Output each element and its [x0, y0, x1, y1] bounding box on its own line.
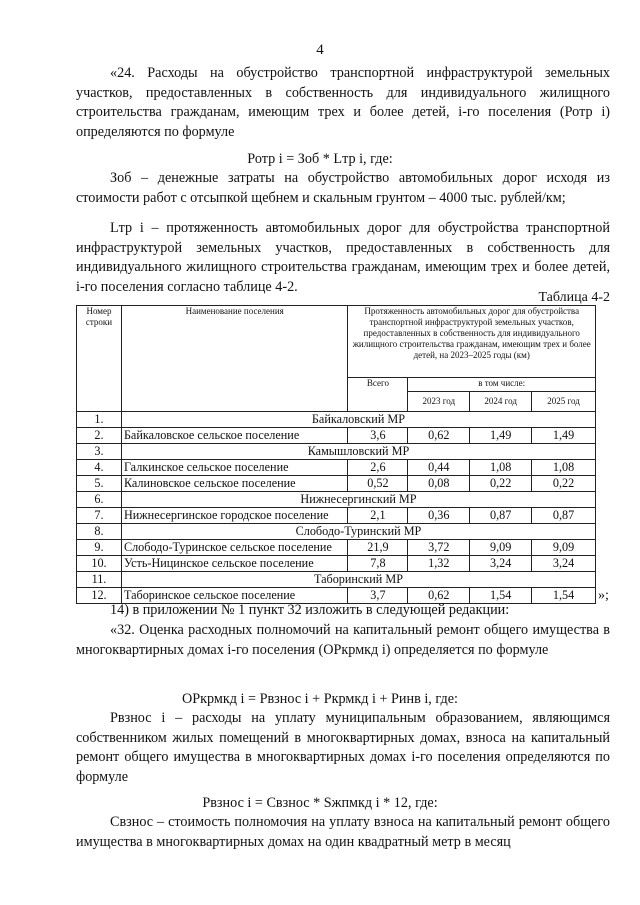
district-name: Таборинский МР — [121, 572, 595, 588]
table-row — [77, 508, 596, 524]
row-number: 7. — [77, 508, 122, 524]
value-2025: 1,08 — [532, 460, 596, 476]
roads-table — [76, 305, 596, 604]
value-total: 7,8 — [348, 556, 408, 572]
table-group-row — [77, 524, 596, 540]
district-name: Нижнесергинский МР — [121, 492, 595, 508]
header-year-2024: 2024 год — [470, 392, 532, 412]
settlement-name: Калиновское сельское поселение — [121, 476, 348, 492]
settlement-name: Байкаловское сельское поселение — [121, 428, 348, 444]
paragraph-32: «32. Оценка расходных полномочий на капитальный ремонт общего имущества в многоквартирных домах i-го поселения (ОРкрмкд i) определяется по формуле — [76, 622, 610, 658]
value-2025: 1,54 — [532, 588, 596, 604]
row-number: 3. — [77, 444, 122, 460]
row-number: 1. — [77, 412, 122, 428]
value-2025: 1,49 — [532, 428, 596, 444]
value-2025: 9,09 — [532, 540, 596, 556]
district-name: Слободо-Туринский МР — [121, 524, 595, 540]
table-row — [77, 460, 596, 476]
value-2023: 0,44 — [408, 460, 470, 476]
value-total: 21,9 — [348, 540, 408, 556]
value-2024: 1,08 — [470, 460, 532, 476]
value-total: 2,1 — [348, 508, 408, 524]
settlement-name: Таборинское сельское поселение — [121, 588, 348, 604]
header-year-2025: 2025 год — [532, 392, 596, 412]
table-body — [77, 412, 596, 604]
table-row — [77, 540, 596, 556]
formula-rotr: Ротр i = Зоб * Lтр i, где: — [247, 151, 393, 167]
value-total: 3,6 — [348, 428, 408, 444]
value-2025: 3,24 — [532, 556, 596, 572]
value-total: 3,7 — [348, 588, 408, 604]
header-total: Всего — [348, 378, 408, 412]
value-2025: 0,22 — [532, 476, 596, 492]
value-2023: 3,72 — [408, 540, 470, 556]
value-2023: 0,62 — [408, 428, 470, 444]
value-2024: 1,49 — [470, 428, 532, 444]
table-group-row — [77, 444, 596, 460]
header-including: в том числе: — [408, 378, 596, 392]
paragraph-ltr: Lтр i – протяженность автомобильных дорог для обустройства транспортной инфраструктурой земельных участков, предоставленных в собственность для индивидуального жилищного строительства гражданам, имеющим трех и более детей, i-го поселения согласно таблице 4-2. — [76, 220, 610, 295]
table-row — [77, 556, 596, 572]
row-number: 2. — [77, 428, 122, 444]
settlement-name: Нижнесергинское городское поселение — [121, 508, 348, 524]
value-2024: 1,54 — [470, 588, 532, 604]
paragraph-24: «24. Расходы на обустройство транспортной инфраструктурой земельных участков, предоставленных в собственность для индивидуального жилищного строительства гражданам, имеющим трех и более детей, i-го поселения (Ротр i) определяются по формуле — [76, 65, 610, 140]
value-2024: 3,24 — [470, 556, 532, 572]
row-number: 10. — [77, 556, 122, 572]
paragraph-svznos: Свзнос – стоимость полномочия на уплату взноса на капитальный ремонт общего имущества в многоквартирных домах на один квадратный метр в месяц — [76, 814, 610, 850]
value-2024: 9,09 — [470, 540, 532, 556]
row-number: 11. — [77, 572, 122, 588]
row-number: 6. — [77, 492, 122, 508]
value-2024: 0,87 — [470, 508, 532, 524]
district-name: Байкаловский МР — [121, 412, 595, 428]
table-closing-quote: »; — [598, 588, 609, 603]
district-name: Камышловский МР — [121, 444, 595, 460]
value-2025: 0,87 — [532, 508, 596, 524]
value-2024: 0,22 — [470, 476, 532, 492]
settlement-name: Слободо-Туринское сельское поселение — [121, 540, 348, 556]
table-row — [77, 428, 596, 444]
row-number: 4. — [77, 460, 122, 476]
value-total: 2,6 — [348, 460, 408, 476]
settlement-name: Усть-Ницинское сельское поселение — [121, 556, 348, 572]
header-year-2023: 2023 год — [408, 392, 470, 412]
page-number: 4 — [316, 42, 324, 58]
row-number: 9. — [77, 540, 122, 556]
row-number: 5. — [77, 476, 122, 492]
header-row-number: Номер строки — [77, 306, 122, 412]
header-road-length: Протяженность автомобильных дорог для обустройства транспортной инфраструктурой земельных участков, предоставленных в собственность для индивидуального жилищного строительства гражданам, имеющим трех и более детей, на 2023–2025 годы (км) — [348, 306, 596, 378]
value-2023: 1,32 — [408, 556, 470, 572]
table-group-row — [77, 572, 596, 588]
table-group-row — [77, 412, 596, 428]
paragraph-14: 14) в приложении № 1 пункт 32 изложить в следующей редакции: — [110, 602, 510, 618]
value-2023: 0,62 — [408, 588, 470, 604]
settlement-name: Галкинское сельское поселение — [121, 460, 348, 476]
value-2023: 0,36 — [408, 508, 470, 524]
table-group-row — [77, 492, 596, 508]
header-settlement-name: Наименование поселения — [121, 306, 348, 412]
table-row — [77, 476, 596, 492]
row-number: 8. — [77, 524, 122, 540]
paragraph-rvznos: Рвзнос i – расходы на уплату муниципальным образованием, являющимся собственником жилых помещений в многоквартирных домах, взноса на капитальный ремонт общего имущества в многоквартирных домах i-го поселения определяются по формуле — [76, 710, 610, 785]
paragraph-zob: Зоб – денежные затраты на обустройство автомобильных дорог исходя из стоимости работ с отсыпкой щебнем и скальным грунтом – 4000 тыс. рублей/км; — [76, 170, 610, 206]
table-caption: Таблица 4-2 — [538, 290, 610, 305]
value-2023: 0,08 — [408, 476, 470, 492]
value-total: 0,52 — [348, 476, 408, 492]
formula-rvznos: Рвзнос i = Свзнос * Sжпмкд i * 12, где: — [202, 795, 438, 811]
formula-orkrmkd: ОРкрмкд i = Рвзнос i + Ркрмкд i + Ринв i, где: — [182, 691, 458, 707]
row-number: 12. — [77, 588, 122, 604]
